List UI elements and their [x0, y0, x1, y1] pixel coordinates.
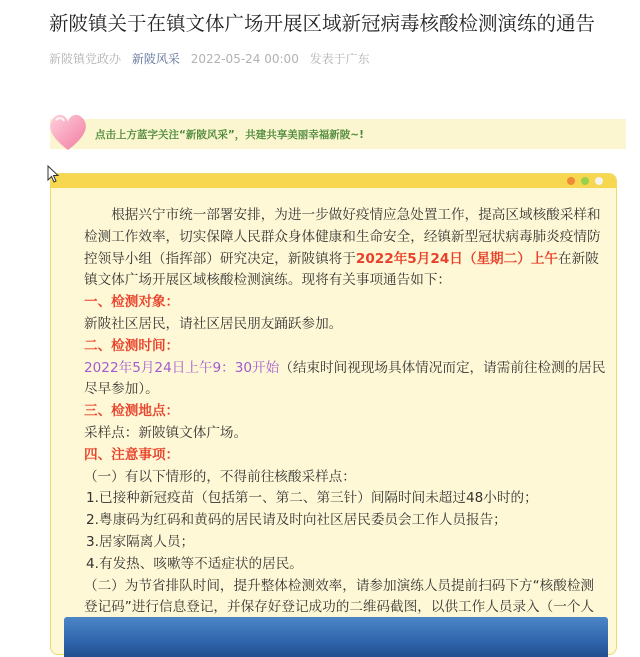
intro-part1: 根据兴宁市统一部署安排，为进一步做好疫情应急处置工作，提高区域核酸采样和检测工作效率，切实保障人民群众身体健康和生命安全，经镇新型冠状病毒肺炎疫情防控领导小组（指挥部）研究决定，新陂镇将于 — [84, 207, 601, 267]
section-2-heading: 二、检测时间： — [84, 337, 180, 354]
intro-part2: 在新陂镇文体广场开展区域核酸检测演练。现将有关事项通告如下： — [84, 250, 599, 289]
section-1-heading: 一、检测对象： — [84, 294, 180, 311]
section-4-heading: 四、注意事项： — [84, 446, 180, 463]
orange-dot — [567, 177, 575, 185]
article-title: 新陂镇关于在镇文体广场开展区域新冠病毒核酸检测演练的通告 — [49, 12, 596, 35]
article-meta — [49, 50, 377, 68]
notice-content — [84, 205, 606, 641]
registration-image — [64, 617, 608, 657]
meta-source: 新陂镇党政办 — [49, 52, 122, 66]
list-item: 2.粤康码为红码和黄码的居民请及时向社区居民委员会工作人员报告； — [86, 512, 507, 529]
card-header-bar — [51, 174, 616, 188]
follow-banner-text: 点击上方蓝字关注“新陂风采”，共建共享美丽幸福新陂~! — [95, 129, 364, 141]
section-3-heading: 三、检测地点： — [84, 403, 180, 420]
section-1-text: 新陂社区居民，请社区居民朋友踊跃参加。 — [84, 315, 343, 332]
section-2-paragraph — [84, 358, 606, 402]
section-4-sub2: （二）为节省排队时间，提升整体检测效率，请参加演练人员提前扫码下方“核酸检测登记码”进行信息登记，并保存好登记成功的二维码截图，以供工作人员录入（一个人 — [84, 577, 595, 616]
list-item: 4.有发热、咳嗽等不适症状的居民。 — [86, 555, 303, 572]
white-dot — [595, 177, 603, 185]
section-4-sub1: （一）有以下情形的，不得前往核酸采样点： — [84, 468, 356, 485]
intro-highlight-date: 2022年5月24日（星期二）上午 — [355, 250, 559, 267]
meta-location: 发表于广东 — [309, 52, 370, 66]
section-2-time: 2022年5月24日上午9：30开始 — [84, 359, 280, 376]
green-dot — [581, 177, 589, 185]
intro-paragraph — [84, 205, 606, 292]
section-3-text: 采样点：新陂镇文体广场。 — [84, 424, 248, 441]
cursor-icon — [46, 165, 62, 183]
account-link[interactable]: 新陂风采 — [131, 52, 180, 66]
list-item: 3.居家隔离人员； — [86, 533, 195, 550]
section-2-text: （结束时间视现场具体情况而定，请需前往检测的居民尽早参加）。 — [84, 359, 606, 398]
meta-datetime: 2022-05-24 00:00 — [190, 52, 299, 66]
heart-icon — [46, 108, 90, 154]
list-item: 1.已接种新冠疫苗（包括第一、第二、第三针）间隔时间未超过48小时的； — [86, 490, 538, 507]
